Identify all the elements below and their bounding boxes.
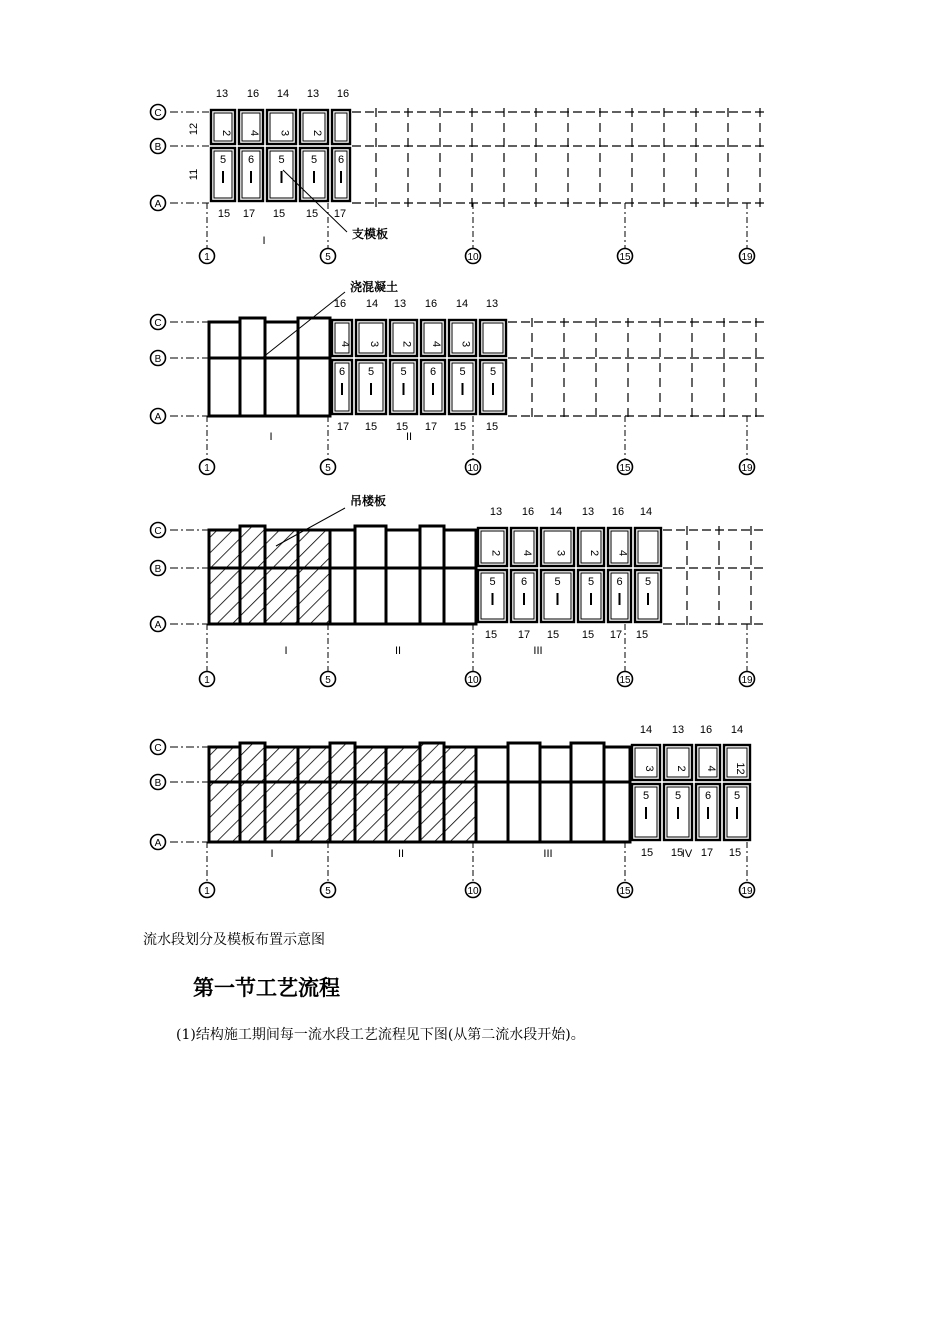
top-panel-count: 16 xyxy=(336,88,350,100)
axis-5-marker-label: 5 xyxy=(325,886,331,897)
poured-bay xyxy=(571,743,604,842)
axis-5-marker-label: 5 xyxy=(325,252,331,263)
upper-panel-number: 4 xyxy=(521,549,533,557)
section-numeral: II xyxy=(405,431,413,443)
completed-bay xyxy=(420,743,444,842)
top-panel-count: 13 xyxy=(485,298,499,310)
bottom-panel-count: 15 xyxy=(670,847,684,859)
section-numeral: I xyxy=(269,431,273,443)
formwork-upper-inner xyxy=(452,323,473,353)
bottom-panel-count: 15 xyxy=(453,421,467,433)
formwork-upper-panel xyxy=(511,528,537,566)
upper-panel-number: 4 xyxy=(616,549,629,557)
formwork-upper-inner xyxy=(303,113,325,141)
axis-10-marker-label: 10 xyxy=(467,886,479,897)
lower-panel-number: 6 xyxy=(337,154,345,166)
section-numeral: IV xyxy=(681,848,693,860)
axis-a-marker-label: A xyxy=(154,412,162,423)
bottom-panel-count: 17 xyxy=(517,629,531,641)
axis-b-marker-label: B xyxy=(154,564,162,575)
formwork-upper-inner xyxy=(270,113,293,141)
upper-panel-number: 3 xyxy=(278,129,291,137)
lower-panel-number: 5 xyxy=(489,576,496,588)
completed-bay xyxy=(209,530,240,624)
lower-panel-number: 5 xyxy=(367,366,375,378)
top-panel-count: 14 xyxy=(549,506,563,518)
formwork-upper-inner xyxy=(359,323,383,353)
formwork-upper-panel xyxy=(541,528,574,566)
poured-bay xyxy=(209,322,240,416)
upper-panel-number: 2 xyxy=(489,549,502,557)
formwork-upper-inner xyxy=(699,748,717,777)
axis-b-marker-label: B xyxy=(154,142,162,153)
section-numeral: II xyxy=(397,848,405,860)
top-panel-count: 13 xyxy=(215,88,229,100)
poured-bay xyxy=(355,526,386,624)
completed-bay xyxy=(330,743,355,842)
poured-bay xyxy=(604,747,630,842)
lower-panel-number: 5 xyxy=(219,154,227,166)
formwork-upper-panel xyxy=(421,320,445,356)
axis-19-marker-label: 19 xyxy=(741,463,753,474)
section-numeral: III xyxy=(533,645,543,657)
top-panel-count: 16 xyxy=(611,506,625,518)
axis-19-marker-label: 19 xyxy=(741,252,753,263)
axis-15-marker-label: 15 xyxy=(619,675,631,686)
axis-15-marker-label: 15 xyxy=(619,886,631,897)
completed-bay xyxy=(265,747,298,842)
lower-panel-number: 6 xyxy=(616,576,623,588)
lower-panel-number: 5 xyxy=(489,366,497,378)
section-numeral: III xyxy=(543,848,553,860)
upper-panel-number: 4 xyxy=(705,765,717,772)
bottom-panel-count: 15 xyxy=(546,629,560,641)
completed-bay xyxy=(444,747,476,842)
lower-panel-number: 5 xyxy=(587,576,595,588)
upper-panel-number: 4 xyxy=(430,340,442,348)
top-panel-count: 16 xyxy=(699,724,713,736)
lower-panel-number: 5 xyxy=(644,576,652,588)
bottom-panel-count: 15 xyxy=(484,629,498,641)
poured-bay xyxy=(476,747,508,842)
axis-5-marker-label: 5 xyxy=(325,463,331,474)
lower-panel-number: 6 xyxy=(247,154,255,166)
completed-bay xyxy=(386,747,420,842)
axis-a-marker-label: A xyxy=(154,199,162,210)
formwork-upper-panel xyxy=(696,745,720,780)
axis-c-marker-label: C xyxy=(154,526,162,537)
top-panel-count: 14 xyxy=(639,724,653,736)
side-panel-number: 11 xyxy=(188,168,200,181)
top-panel-count: 13 xyxy=(489,506,503,518)
top-panel-count: 13 xyxy=(581,506,595,518)
top-panel-count: 16 xyxy=(424,298,438,310)
top-panel-count: 14 xyxy=(455,298,469,310)
top-panel-count: 13 xyxy=(671,724,685,736)
completed-bay xyxy=(265,530,298,624)
formwork-upper-panel xyxy=(478,528,507,566)
formwork-upper-panel xyxy=(300,110,328,144)
axis-19-marker-label: 19 xyxy=(741,675,753,686)
axis-c-marker-label: C xyxy=(154,743,162,754)
stage-2-diagram xyxy=(151,279,766,475)
axis-15-marker-label: 15 xyxy=(619,463,631,474)
axis-b-marker-label: B xyxy=(154,354,162,365)
section-numeral: I xyxy=(284,645,288,657)
upper-panel-number: 2 xyxy=(400,340,413,348)
bottom-panel-count: 17 xyxy=(333,208,347,220)
formwork-upper-inner xyxy=(424,323,442,353)
bottom-panel-count: 15 xyxy=(485,421,499,433)
poured-bay xyxy=(265,322,298,416)
formwork-upper-inner xyxy=(242,113,260,141)
bottom-panel-count: 17 xyxy=(700,847,714,859)
lower-panel-number: 5 xyxy=(674,790,682,802)
formwork-upper-panel xyxy=(390,320,417,356)
figure-caption: 流水段划分及模板布置示意图 xyxy=(143,932,325,948)
upper-panel-number: 4 xyxy=(248,129,260,137)
upper-panel-number: 3 xyxy=(459,340,472,348)
completed-bay xyxy=(298,747,330,842)
formwork-upper-panel xyxy=(632,745,660,780)
poured-bay xyxy=(508,743,540,842)
bottom-panel-count: 15 xyxy=(305,208,319,220)
axis-1-marker-label: 1 xyxy=(204,886,210,897)
formwork-upper-inner xyxy=(514,531,534,563)
callout-label: 浇混凝土 xyxy=(350,280,399,294)
axis-19-marker-label: 19 xyxy=(741,886,753,897)
axis-10-marker-label: 10 xyxy=(467,463,479,474)
axis-10-marker-label: 10 xyxy=(467,675,479,686)
upper-panel-number: 12 xyxy=(734,762,746,775)
lower-panel-number: 6 xyxy=(520,576,528,588)
bottom-panel-count: 15 xyxy=(395,421,409,433)
bottom-panel-count: 15 xyxy=(581,629,595,641)
top-panel-count: 14 xyxy=(276,88,290,100)
top-panel-count: 13 xyxy=(306,88,320,100)
formwork-upper-panel xyxy=(267,110,296,144)
axis-1-marker-label: 1 xyxy=(204,675,210,686)
formwork-upper-inner xyxy=(667,748,689,777)
bottom-panel-count: 17 xyxy=(424,421,438,433)
lower-panel-number: 5 xyxy=(278,154,285,166)
completed-bay xyxy=(298,530,330,624)
formwork-upper-panel xyxy=(578,528,604,566)
lower-panel-number: 6 xyxy=(338,366,346,378)
formwork-upper-inner xyxy=(638,531,658,563)
formwork-upper-inner xyxy=(335,113,347,141)
formwork-upper-inner xyxy=(544,531,571,563)
formwork-upper-inner xyxy=(393,323,414,353)
axis-5-marker-label: 5 xyxy=(325,675,331,686)
axis-c-marker-label: C xyxy=(154,108,162,119)
completed-bay xyxy=(240,743,265,842)
axis-1-marker-label: 1 xyxy=(204,463,210,474)
top-panel-count: 16 xyxy=(521,506,535,518)
paragraph: (1)结构施工期间每一流水段工艺流程见下图(从第二流水段开始)。 xyxy=(176,1027,585,1043)
upper-panel-number: 4 xyxy=(339,340,351,348)
bottom-panel-count: 17 xyxy=(336,421,350,433)
upper-panel-number: 2 xyxy=(220,129,232,137)
bottom-panel-count: 15 xyxy=(635,629,649,641)
bottom-panel-count: 17 xyxy=(242,208,256,220)
axis-10-marker-label: 10 xyxy=(467,252,479,263)
section-numeral: II xyxy=(394,645,402,657)
completed-bay xyxy=(240,526,265,624)
formwork-upper-panel xyxy=(211,110,235,144)
poured-bay xyxy=(386,530,420,624)
formwork-upper-inner xyxy=(214,113,232,141)
formwork-upper-panel xyxy=(239,110,263,144)
upper-panel-number: 3 xyxy=(368,340,380,348)
upper-panel-number: 3 xyxy=(643,765,655,772)
stage-1-diagram xyxy=(151,88,766,264)
lower-panel-number: 5 xyxy=(554,576,561,588)
section-numeral: I xyxy=(262,235,266,247)
formwork-upper-inner xyxy=(483,323,503,353)
lower-panel-number: 6 xyxy=(429,366,437,378)
axis-a-marker-label: A xyxy=(154,620,162,631)
formwork-upper-panel xyxy=(664,745,692,780)
formwork-upper-panel xyxy=(480,320,506,356)
completed-bay xyxy=(355,747,386,842)
axis-1-marker-label: 1 xyxy=(204,252,210,263)
formwork-upper-inner xyxy=(635,748,657,777)
axis-b-marker-label: B xyxy=(154,778,162,789)
section-title: 第一节工艺流程 xyxy=(193,976,340,1000)
axis-15-marker-label: 15 xyxy=(619,252,631,263)
top-panel-count: 16 xyxy=(333,298,347,310)
side-panel-number: 12 xyxy=(188,122,200,136)
poured-bay xyxy=(420,526,444,624)
callout-label: 吊楼板 xyxy=(350,494,387,508)
lower-panel-number: 5 xyxy=(459,366,466,378)
axis-a-marker-label: A xyxy=(154,838,162,849)
poured-bay xyxy=(444,530,476,624)
formwork-upper-inner xyxy=(581,531,601,563)
upper-panel-number: 2 xyxy=(311,129,323,137)
upper-panel-number: 2 xyxy=(675,765,687,772)
poured-bay xyxy=(240,318,265,416)
top-panel-count: 14 xyxy=(639,506,653,518)
top-panel-count: 16 xyxy=(246,88,260,100)
stage-4-diagram xyxy=(151,724,755,898)
formwork-upper-inner xyxy=(611,531,628,563)
formwork-upper-panel xyxy=(449,320,476,356)
bottom-panel-count: 15 xyxy=(217,208,231,220)
top-panel-count: 13 xyxy=(393,298,407,310)
lower-panel-number: 5 xyxy=(400,366,407,378)
upper-panel-number: 3 xyxy=(554,549,567,557)
formwork-upper-panel xyxy=(356,320,386,356)
poured-bay xyxy=(330,530,355,624)
lower-panel-number: 6 xyxy=(704,790,712,802)
bottom-panel-count: 17 xyxy=(609,629,623,641)
poured-bay xyxy=(540,747,571,842)
top-panel-count: 14 xyxy=(365,298,379,310)
bottom-panel-count: 15 xyxy=(640,847,654,859)
axis-c-marker-label: C xyxy=(154,318,162,329)
top-panel-count: 14 xyxy=(730,724,744,736)
bottom-panel-count: 15 xyxy=(272,208,286,220)
section-numeral: I xyxy=(270,848,274,860)
formwork-upper-panel xyxy=(635,528,661,566)
upper-panel-number: 2 xyxy=(588,549,600,557)
poured-bay xyxy=(298,318,330,416)
stage-3-diagram xyxy=(151,493,766,687)
bottom-panel-count: 15 xyxy=(364,421,378,433)
bottom-panel-count: 15 xyxy=(728,847,742,859)
lower-panel-number: 5 xyxy=(642,790,650,802)
lower-panel-number: 5 xyxy=(310,154,318,166)
lower-panel-number: 5 xyxy=(733,790,741,802)
formwork-upper-inner xyxy=(481,531,504,563)
completed-bay xyxy=(209,747,240,842)
formwork-upper-inner xyxy=(335,323,349,353)
callout-label: 支模板 xyxy=(352,227,389,241)
